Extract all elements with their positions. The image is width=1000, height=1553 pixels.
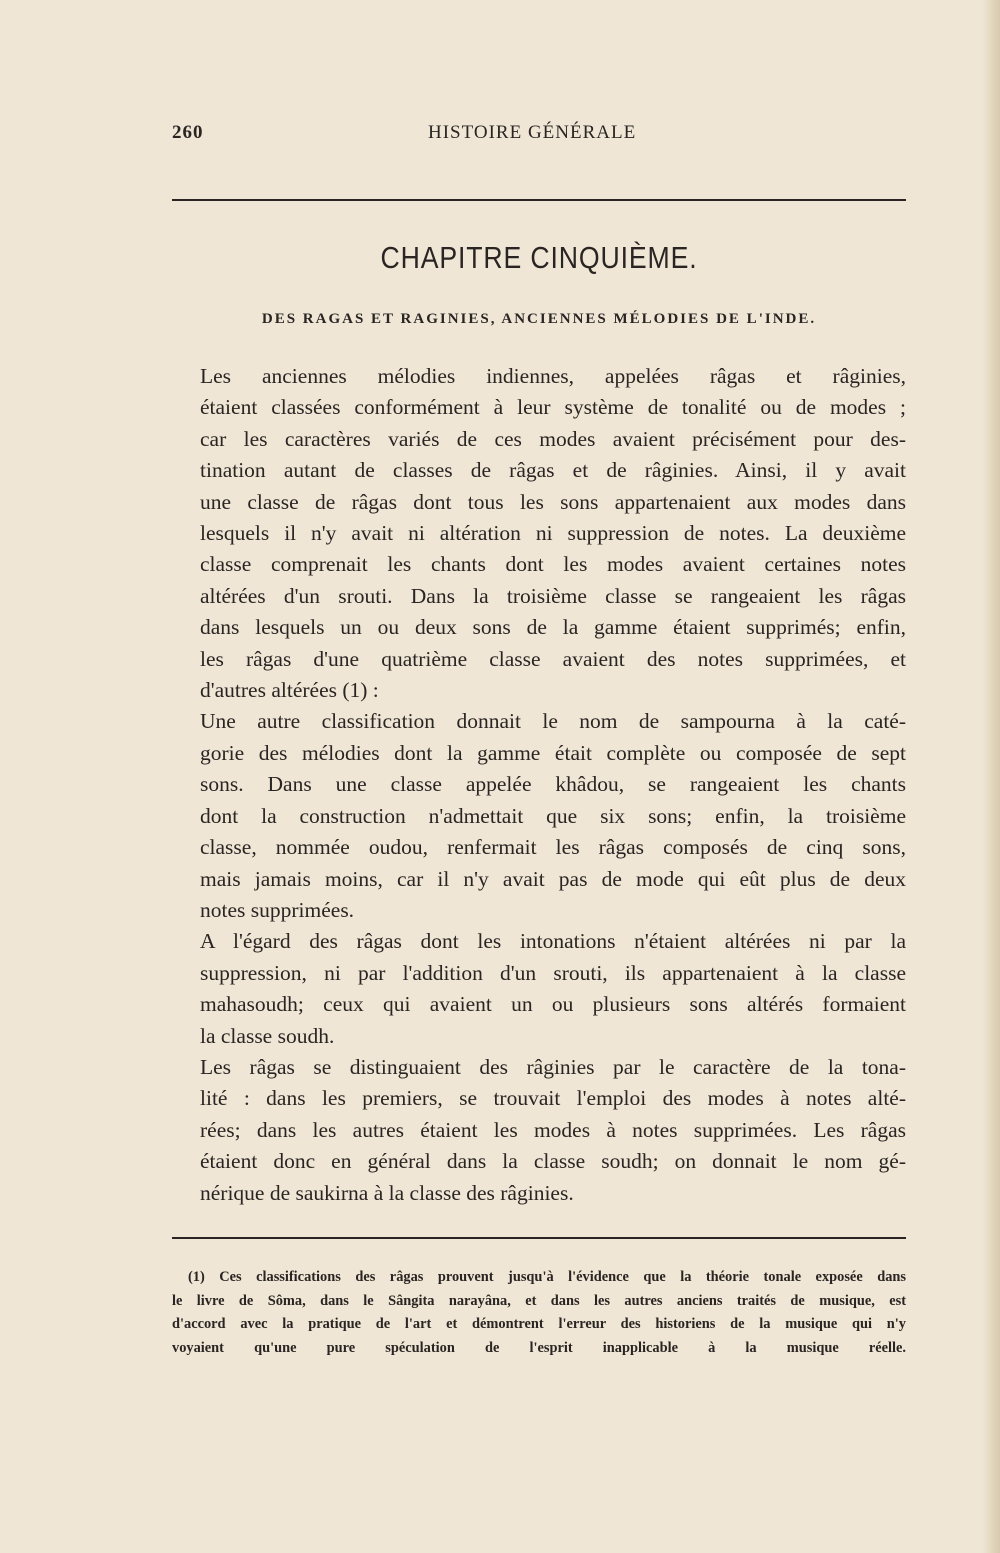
text-line: nérique de saukirna à la classe des râginies.: [200, 1180, 574, 1205]
chapter-subtitle: DES RAGAS ET RAGINIES, ANCIENNES MÉLODIES DE L'INDE.: [261, 311, 817, 327]
text-line: Une autre classification donnait le nom de sampourna à la caté-: [200, 709, 906, 734]
footnote: [172, 1266, 906, 1361]
text-line: classe, nommée oudou, renfermait les râgas composés de cinq sons,: [200, 835, 906, 860]
text-line: notes supprimées.: [200, 897, 355, 922]
running-head: HISTOIRE GÉNÉRALE: [428, 122, 637, 143]
text-line: les râgas d'une quatrième classe avaient des notes supprimées, et: [200, 646, 906, 671]
text-line: lesquels il n'y avait ni altération ni suppression de notes. La deuxième: [200, 521, 906, 546]
header-rule: [172, 199, 906, 201]
text-line: étaient donc en général dans la classe soudh; on donnait le nom gé-: [200, 1149, 906, 1174]
footnote-rule: [172, 1237, 906, 1239]
page-header: [172, 122, 906, 152]
text-line: car les caractères variés de ces modes avaient précisément pour des-: [200, 426, 906, 451]
text-line: tination autant de classes de râgas et de râginies. Ainsi, il y avait: [200, 458, 906, 483]
footnote-line: le livre de Sôma, dans le Sângita narayâna, et dans les autres anciens traités de musique, est: [172, 1292, 906, 1309]
paragraph-4: [172, 1052, 906, 1209]
footnote-line: d'accord avec la pratique de l'art et démontrent l'erreur des historiens de la musique qui n'y: [172, 1316, 906, 1333]
text-line: la classe soudh.: [200, 1023, 335, 1048]
text-line: A l'égard des râgas dont les intonations n'étaient altérées ni par la: [200, 929, 906, 954]
body-text: [172, 361, 906, 1209]
chapter-title: CHAPITRE CINQUIÈME.: [380, 240, 698, 275]
text-line: mais jamais moins, car il n'y avait pas de mode qui eût plus de deux: [200, 866, 906, 891]
text-line: sons. Dans une classe appelée khâdou, se rangeaient les chants: [200, 772, 906, 797]
text-line: suppression, ni par l'addition d'un srouti, ils appartenaient à la classe: [200, 960, 906, 985]
text-line: dans lesquels un ou deux sons de la gamme étaient supprimés; enfin,: [200, 615, 906, 640]
text-line: Les anciennes mélodies indiennes, appelées râgas et râginies,: [200, 364, 906, 388]
page-number: 260: [172, 122, 204, 143]
text-line: Les râgas se distinguaient des râginies par le caractère de la tona-: [200, 1054, 906, 1079]
text-line: d'autres altérées (1) :: [200, 678, 379, 703]
text-line: dont la construction n'admettait que six sons; enfin, la troisième: [200, 803, 906, 828]
paragraph-1: [172, 361, 906, 706]
text-line: mahasoudh; ceux qui avaient un ou plusieurs sons altérés formaient: [200, 992, 906, 1017]
footnote-line: (1) Ces classifications des râgas prouvent jusqu'à l'évidence que la théorie tonale exposée dans: [188, 1269, 906, 1285]
text-line: étaient classées conformément à leur système de tonalité ou de modes ;: [200, 395, 906, 420]
text-line: classe comprenait les chants dont les modes avaient certaines notes: [200, 552, 906, 577]
paragraph-2: [172, 706, 906, 926]
text-line: rées; dans les autres étaient les modes à notes supprimées. Les râgas: [200, 1117, 906, 1142]
text-line: lité : dans les premiers, se trouvait l'emploi des modes à notes alté-: [200, 1086, 906, 1111]
footnote-line: voyaient qu'une pure spéculation de l'esprit inapplicable à la musique réelle.: [172, 1340, 906, 1357]
page-edge-shadow: [982, 0, 1000, 1553]
text-line: une classe de râgas dont tous les sons appartenaient aux modes dans: [200, 489, 906, 514]
paragraph-3: [172, 926, 906, 1052]
text-line: gorie des mélodies dont la gamme était complète ou composée de sept: [200, 740, 906, 765]
text-line: altérées d'un srouti. Dans la troisième classe se rangeaient les râgas: [200, 583, 906, 608]
